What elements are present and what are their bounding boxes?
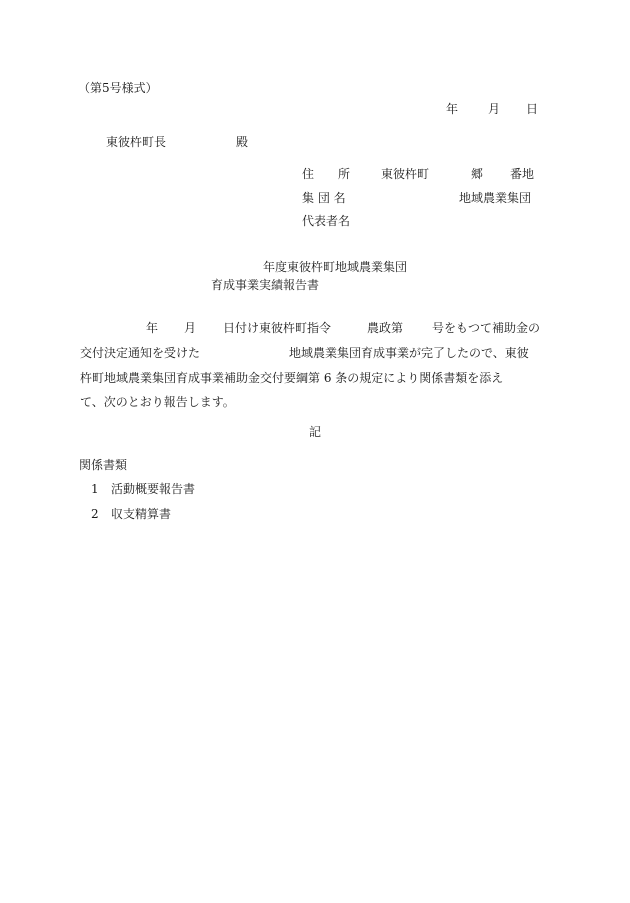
report-title-line2: 育成事業実績報告書 [211,278,320,292]
address-town: 東彼杵町 [381,167,430,181]
date-month: 月 [488,102,501,116]
body-line-1 [80,320,550,336]
address-banchi: 番地 [510,167,535,181]
body-nousei: 農政第 [367,321,404,335]
body-line-2 [80,345,550,361]
document-item-text: 収支精算書 [111,507,172,521]
body-line3-text: 杵町地域農業集団育成事業補助金交付要綱第 6 条の規定により関係書類を添え [80,371,504,385]
document-item-number: 2 [91,507,99,521]
body-line-4: て、次のとおり報告します。 [80,395,235,409]
document-item-text: 活動概要報告書 [111,482,196,496]
date-year: 年 [446,102,459,116]
body-directive: 日付け東彼杵町指令 [223,321,332,335]
addressee-name: 東彼杵町長 [106,135,167,149]
group-value: 地域農業集団 [459,191,532,205]
representative-label: 代表者名 [302,214,351,228]
address-go: 郷 [471,167,484,181]
group-label: 集 団 名 [302,191,346,205]
document-item-number: 1 [91,482,99,496]
date-day: 日 [526,102,539,116]
documents-heading: 関係書類 [79,458,128,472]
ki-mark: 記 [309,425,322,439]
body-month: 月 [184,321,197,335]
body-line2-right: 地域農業集団育成事業が完了したので、東彼 [289,346,529,360]
body-year: 年 [146,321,159,335]
body-go: 号をもつて補助金の [432,321,541,335]
report-title-line1: 年度東彼杵町地域農業集団 [263,260,408,274]
body-line-3 [80,370,550,386]
address-label: 住 所 [302,167,351,181]
body-line2-left: 交付決定通知を受けた [80,346,201,360]
form-number: （第5号様式） [78,81,158,95]
addressee-honorific: 殿 [236,135,249,149]
